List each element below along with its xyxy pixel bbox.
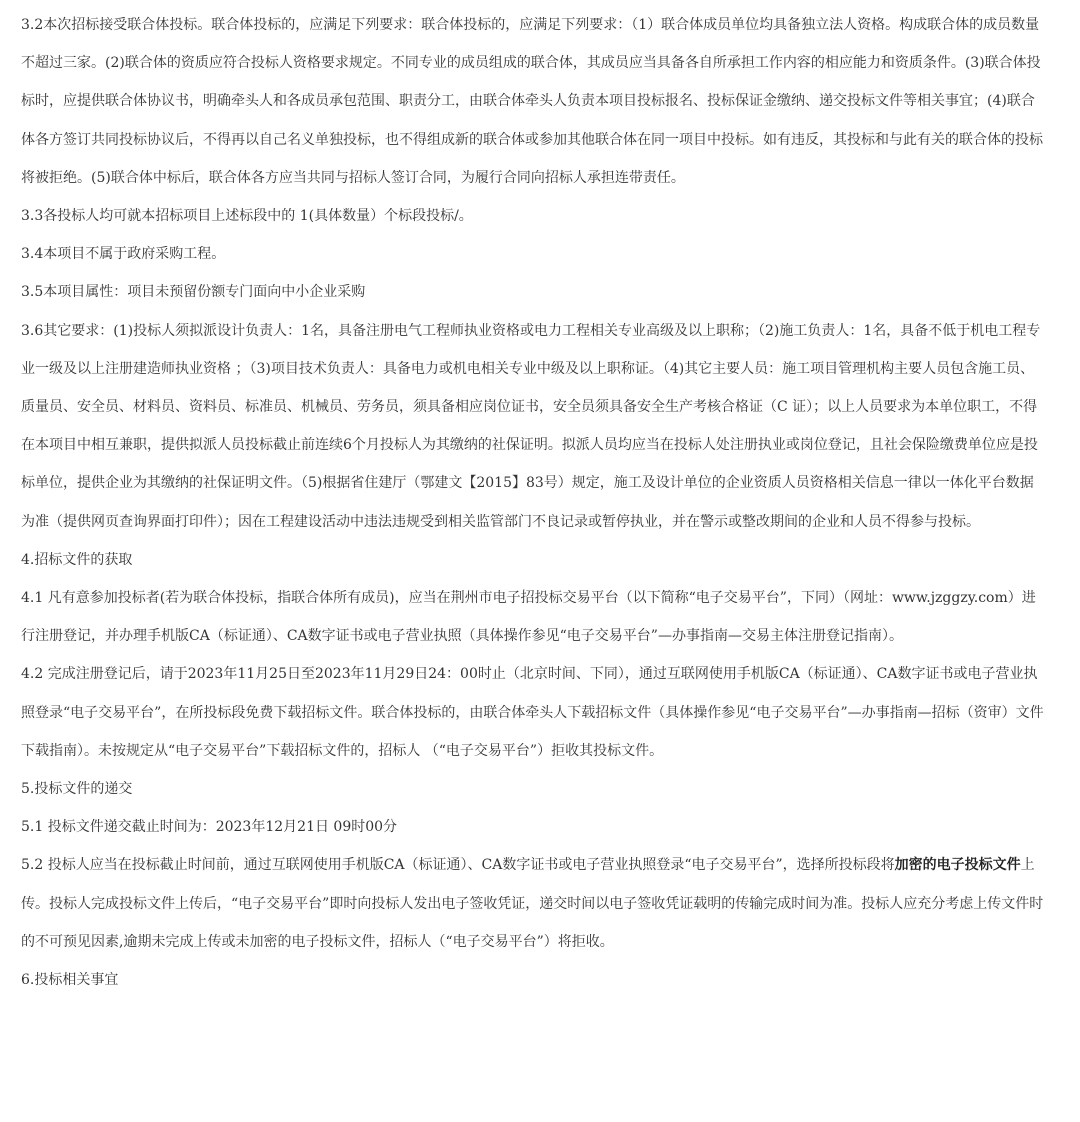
paragraph-3-6-other-requirements: 3.6其它要求：(1)投标人须拟派设计负责人：1名，具备注册电气工程师执业资格或电力工程相关专业高级及以上职称；（2)施工负责人：1名，具备不低于机电工程专业一级及以上注册建造师执业资格 ；（3)项目技术负责人：具备电力或机电相关专业中级及以上职称证。（4)其它主要人员：施工项目管理机构主要人员包含施工员、质量员、安全员、材料员、资料员、标准员、机械员、劳务员，须具备相应岗位证书，安全员须具备安全生产考核合格证（C 证）；以上人员要求为本单位职工，不得在本项目中相互兼职，提供拟派人员投标截止前连续6个月投标人为其缴纳的社保证明。拟派人员均应当在投标人处注册执业或岗位登记，且社会保险缴费单位应是投标单位，提供企业为其缴纳的社保证明文件。（5)根据省住建厅（鄂建文【2015】83号）规定，施工及设计单位的企业资质人员资格相关信息一律以一体化平台数据为准（提供网页查询界面打印件）；因在工程建设活动中违法违规受到相关监管部门不良记录或暂停执业，并在警示或整改期间的企业和人员不得参与投标。 [21, 322, 1041, 530]
paragraph-3-5-attribute: 3.5本项目属性：项目未预留份额专门面向中小企业采购 [21, 284, 366, 301]
p52-bold-text: 加密的电子投标文件 [894, 857, 1021, 874]
p52-text-after: 上传。投标人完成投标文件上传后，“电子交易平台”即时向投标人发出电子签收凭证，递交时间以电子签收凭证载明的传输完成时间为准。投标人应充分考虑上传文件时的不可预见因素,逾期未完成上传或未加密的电子投标文件，招标人（“电子交易平台”）将拒收。 [21, 857, 1044, 950]
paragraph-3-2-consortium: 3.2本次招标接受联合体投标。联合体投标的，应满足下列要求：联合体投标的，应满足下列要求：（1）联合体成员单位均具备独立法人资格。构成联合体的成员数量不超过三家。(2)联合体的资质应符合投标人资格要求规定。不同专业的成员组成的联合体，其成员应当具备各自所承担工作内容的相应能力和资质条件。(3)联合体投标时，应提供联合体协议书，明确牵头人和各成员承包范围、职责分工，由联合体牵头人负责本项目投标报名、投标保证金缴纳、递交投标文件等相关事宜；(4)联合体各方签订共同投标协议后，不得再以自己名义单独投标，也不得组成新的联合体或参加其他联合体在同一项目中投标。如有违反，其投标和与此有关的联合体的投标将被拒绝。(5)联合体中标后，联合体各方应当共同与招标人签订合同，为履行合同向招标人承担连带责任。 [21, 17, 1043, 186]
paragraph-3-3-lots: 3.3各投标人均可就本招标项目上述标段中的 1(具体数量）个标段投标/。 [21, 208, 473, 225]
section-6-heading: 6.投标相关事宜 [21, 972, 119, 989]
paragraph-5-2-submission [21, 846, 1044, 961]
section-4-heading: 4.招标文件的获取 [21, 551, 133, 568]
section-5-heading: 5.投标文件的递交 [21, 781, 133, 798]
p52-text-before: 5.2 投标人应当在投标截止时间前，通过互联网使用手机版CA（标证通）、CA数字证书或电子营业执照登录“电子交易平台”，选择所投标段将 [21, 857, 895, 874]
paragraph-5-1-deadline: 5.1 投标文件递交截止时间为：2023年12月21日 09时00分 [21, 819, 398, 836]
paragraph-4-1-registration: 4.1 凡有意参加投标者(若为联合体投标，指联合体所有成员)，应当在荆州市电子招投标交易平台（以下简称“电子交易平台”，下同）（网址：www.jzggzy.com）进行注册登记，并办理手机版CA（标证通）、CA数字证书或电子营业执照（具体操作参见“电子交易平台”—办事指南—交易主体注册登记指南）。 [21, 590, 1036, 645]
paragraph-4-2-download: 4.2 完成注册登记后，请于2023年11月25日至2023年11月29日24：00时止（北京时间、下同），通过互联网使用手机版CA（标证通）、CA数字证书或电子营业执照登录“电子交易平台”，在所投标段免费下载招标文件。联合体投标的，由联合体牵头人下载招标文件（具体操作参见“电子交易平台”—办事指南—招标（资审）文件下载指南）。未按规定从“电子交易平台”下载招标文件的，招标人 （“电子交易平台”）拒收其投标文件。 [21, 666, 1044, 759]
paragraph-3-4-procurement: 3.4本项目不属于政府采购工程。 [21, 246, 226, 263]
